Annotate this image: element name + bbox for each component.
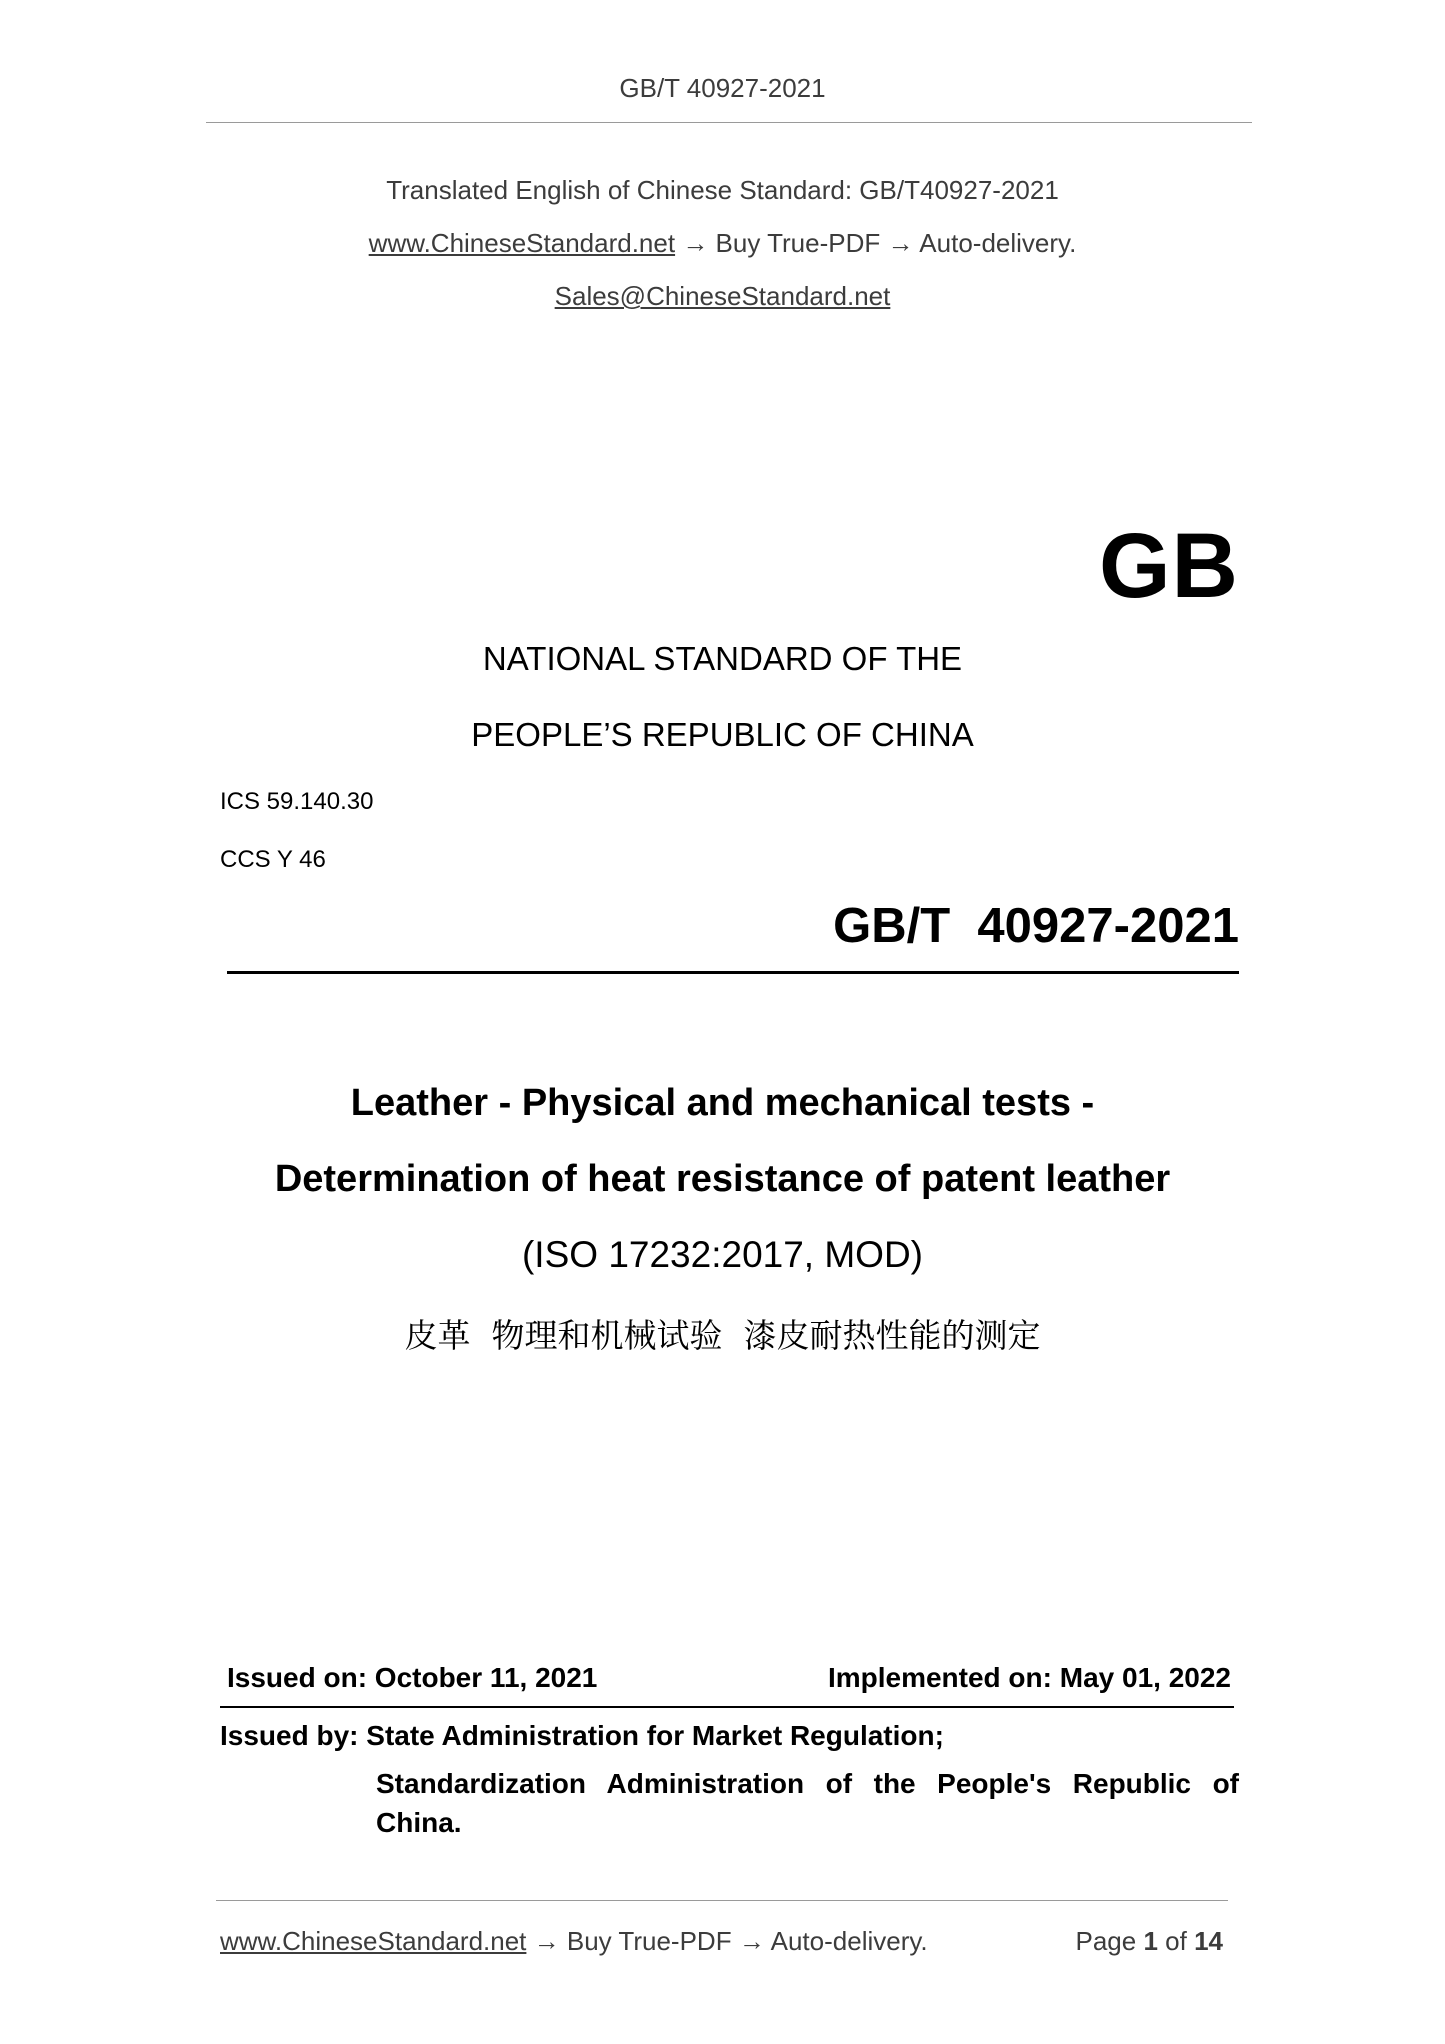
website-link[interactable]: www.ChineseStandard.net [368, 228, 676, 258]
footer-website-link[interactable]: www.ChineseStandard.net [220, 1926, 527, 1956]
title-line2: Determination of heat resistance of patent leather [274, 1158, 1171, 1200]
issued-by: Issued by: State Administration for Market Regulation; [220, 1720, 944, 1751]
auto-delivery-text: Auto-delivery. [919, 228, 1077, 258]
email-link[interactable]: Sales@ChineseStandard.net [554, 281, 891, 311]
ics-code: ICS 59.140.30 [220, 788, 374, 815]
footer-auto-text: Auto-delivery. [770, 1926, 928, 1956]
implemented-on: Implemented on: May 01, 2022 [827, 1662, 1231, 1693]
national-standard-line1: NATIONAL STANDARD OF THE [482, 640, 963, 677]
page-current: 1 [1143, 1926, 1158, 1956]
running-header: GB/T 40927-2021 [619, 73, 826, 103]
footer-buy-text: Buy True-PDF [566, 1926, 732, 1956]
buy-true-pdf-text: Buy True-PDF [715, 228, 881, 258]
gb-mark: GB [1099, 515, 1239, 617]
page-of: of [1165, 1926, 1187, 1956]
national-standard-line2: PEOPLE’S REPUBLIC OF CHINA [471, 716, 974, 753]
standard-number: GB/T 40927-2021 [833, 899, 1239, 953]
chinese-title: 皮革 物理和机械试验 漆皮耐热性能的测定 [404, 1316, 1041, 1355]
page-number [1075, 1926, 1223, 1957]
issued-by-second: Standardization Administration of the People's Republic of [376, 1768, 1239, 1799]
title-line1: Leather - Physical and mechanical tests - [350, 1082, 1095, 1124]
arrow-right-icon: → [533, 1926, 560, 1956]
issued-on: Issued on: October 11, 2021 [227, 1662, 598, 1693]
dates-rule [220, 1706, 1234, 1708]
page-label: Page [1075, 1926, 1137, 1956]
email-line [0, 281, 1445, 312]
iso-reference: (ISO 17232:2017, MOD) [521, 1234, 924, 1275]
header-rule [206, 122, 1252, 123]
translation-note: Translated English of Chinese Standard: GB/T40927-2021 [386, 175, 1059, 205]
arrow-right-icon: → [682, 228, 709, 258]
footer-rule [216, 1900, 1228, 1901]
arrow-right-icon: → [738, 1926, 765, 1956]
footer-purchase-line [220, 1926, 928, 1957]
standard-number-rule [227, 971, 1239, 974]
issued-by-second-cont: China. [376, 1807, 462, 1838]
purchase-line [0, 228, 1445, 259]
page-total: 14 [1194, 1926, 1223, 1956]
ccs-code: CCS Y 46 [220, 846, 326, 873]
arrow-right-icon: → [887, 228, 914, 258]
